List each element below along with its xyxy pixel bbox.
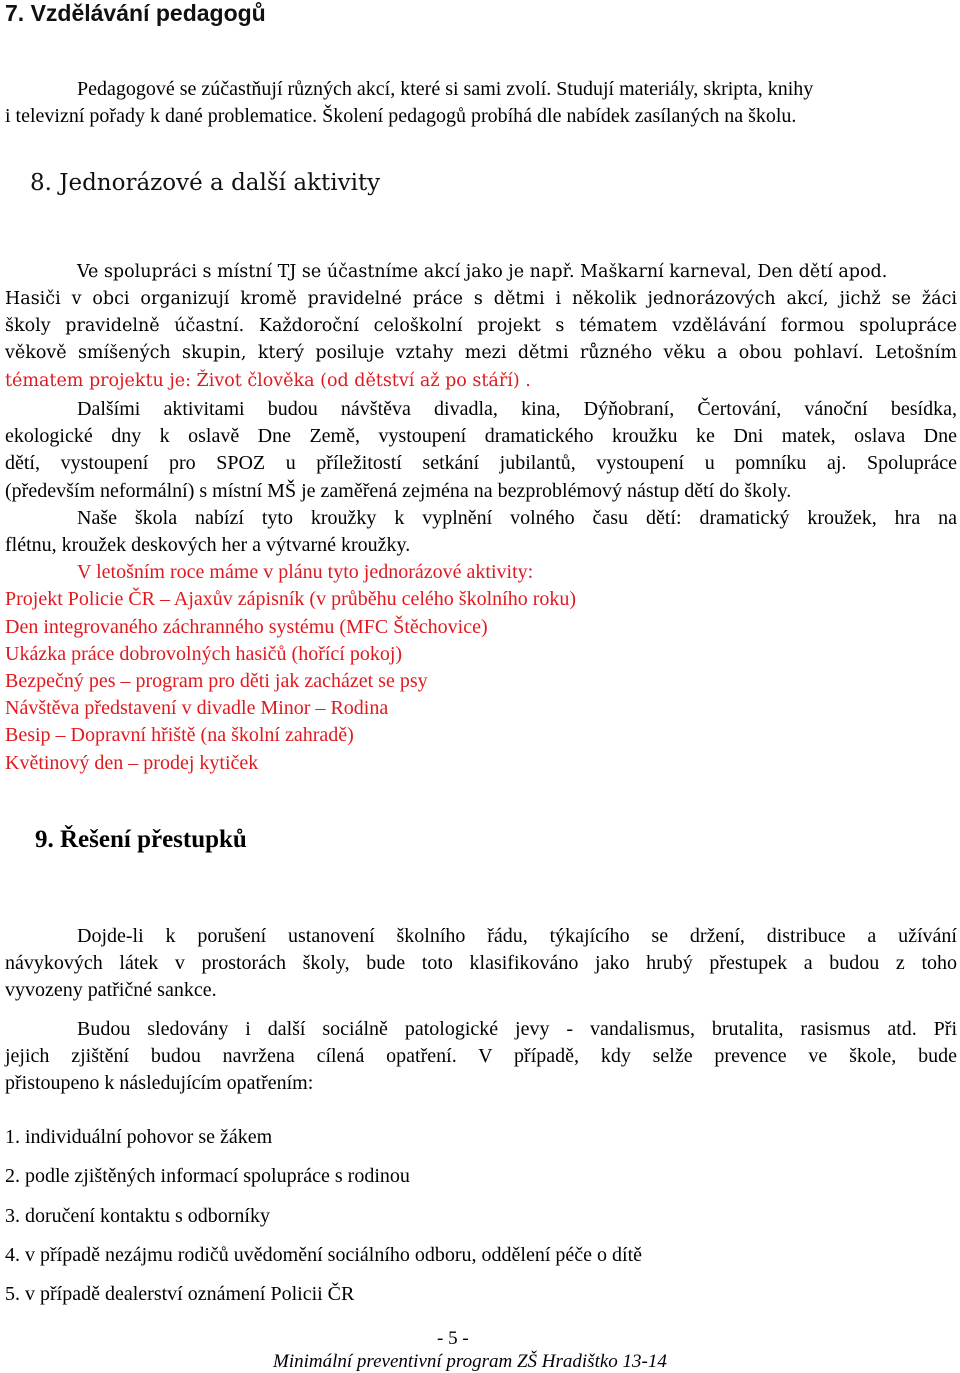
activity-item: Bezpečný pes – program pro děti jak zacházet se psy xyxy=(5,670,428,692)
section-9-paragraph-line: jejich zjištění budou navržena cílená opatření. V případě, kdy selže prevence ve škole, bude xyxy=(5,1045,957,1067)
section-8-activities-line: Dalšími aktivitami budou návštěva divadla, kina, Dýňobraní, Čertování, vánoční besídka, xyxy=(77,398,957,420)
activity-item: Besip – Dopravní hřiště (na školní zahradě) xyxy=(5,724,354,746)
section-8-heading: 8. Jednorázové a další aktivity xyxy=(30,170,381,196)
activity-plan-intro: V letošním roce máme v plánu tyto jednorázové aktivity: xyxy=(77,561,534,583)
activity-item: Den integrovaného záchranného systému (MFC Štěchovice) xyxy=(5,616,488,638)
section-8-clubs-line: flétnu, kroužek deskových her a výtvarné kroužky. xyxy=(5,534,411,556)
activity-item: Projekt Policie ČR – Ajaxův zápisník (v průběhu celého školního roku) xyxy=(5,588,577,610)
section-8-line: Hasiči v obci organizují kromě pravidelné práce s dětmi i několik jednorázových akcí, jichž se žáci xyxy=(5,289,957,309)
section-8-activities-line: ekologické dny k oslavě Dne Země, vystoupení dramatického kroužku ke Dni matek, oslava Dne xyxy=(5,425,957,447)
measure-item: 5. v případě dealerství oznámení Policii ČR xyxy=(5,1283,355,1305)
page-number: - 5 - xyxy=(437,1328,469,1349)
section-9-heading: 9. Řešení přestupků xyxy=(35,826,247,853)
section-8-project-theme: tématem projektu je: Život člověka (od dětství až po stáří) . xyxy=(5,371,531,391)
measure-item: 4. v případě nezájmu rodičů uvědomění sociálního odboru, oddělení péče o dítě xyxy=(5,1244,643,1266)
section-7-paragraph-line: Pedagogové se zúčastňují různých akcí, které si sami zvolí. Studují materiály, skripta, knihy xyxy=(77,78,814,100)
section-8-activities-line: (především neformální) s místní MŠ je zaměřená zejména na bezproblémový nástup dětí do školy. xyxy=(5,480,792,502)
section-8-activities-line: dětí, vystoupení pro SPOZ u příležitostí setkání jubilantů, vystoupení u pomníku aj. Spolupráce xyxy=(5,452,957,474)
measure-item: 3. doručení kontaktu s odborníky xyxy=(5,1205,270,1227)
section-8-clubs-line: Naše škola nabízí tyto kroužky k vyplnění volného času dětí: dramatický kroužek, hra na xyxy=(77,507,957,529)
section-8-line: Ve spolupráci s místní TJ se účastníme akcí jako je např. Maškarní karneval, Den dětí apod. xyxy=(77,262,888,282)
section-9-paragraph-line: návykových látek v prostorách školy, bude toto klasifikováno jako hrubý přestupek a budou z toho xyxy=(5,952,957,974)
section-9-paragraph-line: přistoupeno k následujícím opatřením: xyxy=(5,1072,314,1094)
measure-item: 2. podle zjištěných informací spolupráce s rodinou xyxy=(5,1165,410,1187)
activity-item: Ukázka práce dobrovolných hasičů (hořící pokoj) xyxy=(5,643,403,665)
activity-item: Návštěva představení v divadle Minor – Rodina xyxy=(5,697,389,719)
section-8-line: školy pravidelně účastní. Každoroční celoškolní projekt s tématem vzdělávání formou spolupráce xyxy=(5,316,957,336)
activity-item: Květinový den – prodej kytiček xyxy=(5,752,259,774)
measure-item: 1. individuální pohovor se žákem xyxy=(5,1126,273,1148)
footer-caption: Minimální preventivní program ZŠ Hradištko 13-14 xyxy=(273,1351,667,1372)
section-9-paragraph-line: vyvozeny patřičné sankce. xyxy=(5,979,217,1001)
section-9-paragraph-line: Dojde-li k porušení ustanovení školního řádu, týkajícího se držení, distribuce a užívání xyxy=(77,925,957,947)
section-7-paragraph-line: i televizní pořady k dané problematice. Školení pedagogů probíhá dle nabídek zasílaných na školu. xyxy=(5,105,797,127)
section-7-heading: 7. Vzdělávání pedagogů xyxy=(5,0,266,26)
section-8-line: věkově smíšených skupin, který posiluje vztahy mezi dětmi různého věku a obou pohlaví. Letošním xyxy=(5,343,957,363)
section-9-paragraph-line: Budou sledovány i další sociálně patologické jevy - vandalismus, brutalita, rasismus atd. Při xyxy=(77,1018,957,1040)
